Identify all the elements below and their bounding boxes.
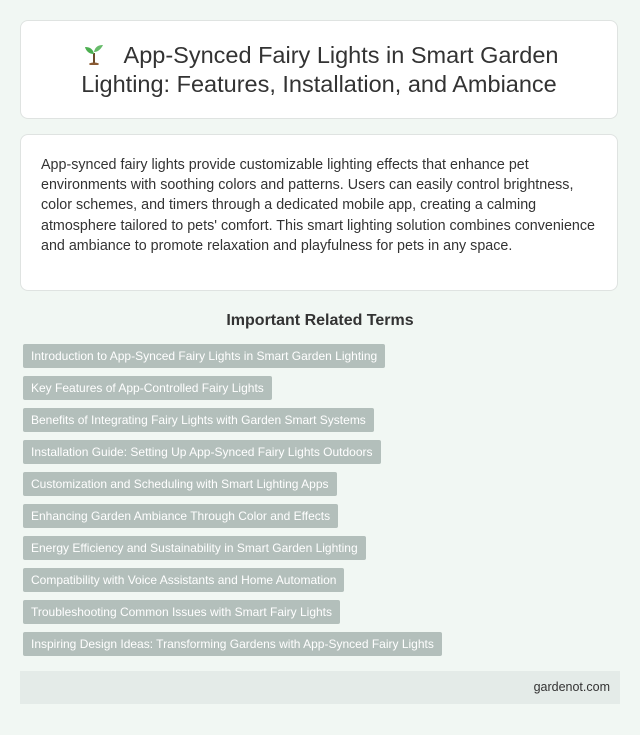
related-terms-list — [23, 344, 623, 664]
related-term-link[interactable]: Inspiring Design Ideas: Transforming Gardens with App-Synced Fairy Lights — [23, 632, 442, 656]
footer-site-name: gardenot.com — [533, 680, 610, 694]
related-term-link[interactable]: Installation Guide: Setting Up App-Synced Fairy Lights Outdoors — [23, 440, 381, 464]
title-card — [20, 20, 618, 119]
related-term-link[interactable]: Customization and Scheduling with Smart Lighting Apps — [23, 472, 337, 496]
related-term-link[interactable]: Compatibility with Voice Assistants and Home Automation — [23, 568, 344, 592]
page-title-text: App-Synced Fairy Lights in Smart Garden Lighting: Features, Installation, and Ambiance — [81, 41, 559, 97]
summary-text: App-synced fairy lights provide customizable lighting effects that enhance pet environments with soothing colors and patterns. Users can easily control brightness, color schemes, and timers through a dedicated mobile app, creating a calming atmosphere tailored to pets' comfort. This smart lighting solution combines convenience and ambiance to promote relaxation and playfulness for pets in any space. — [41, 157, 595, 254]
related-term-link[interactable]: Troubleshooting Common Issues with Smart Fairy Lights — [23, 600, 340, 624]
related-term-link[interactable]: Introduction to App-Synced Fairy Lights in Smart Garden Lighting — [23, 344, 385, 368]
related-term-link[interactable]: Key Features of App-Controlled Fairy Lights — [23, 376, 272, 400]
page-title — [21, 41, 617, 99]
related-term-link[interactable]: Benefits of Integrating Fairy Lights with Garden Smart Systems — [23, 408, 374, 432]
related-terms-heading: Important Related Terms — [226, 312, 414, 329]
related-term-link[interactable]: Enhancing Garden Ambiance Through Color and Effects — [23, 504, 338, 528]
sprout-icon — [80, 43, 110, 65]
footer-bar — [20, 671, 620, 704]
summary-card — [20, 134, 618, 291]
related-term-link[interactable]: Energy Efficiency and Sustainability in Smart Garden Lighting — [23, 536, 366, 560]
